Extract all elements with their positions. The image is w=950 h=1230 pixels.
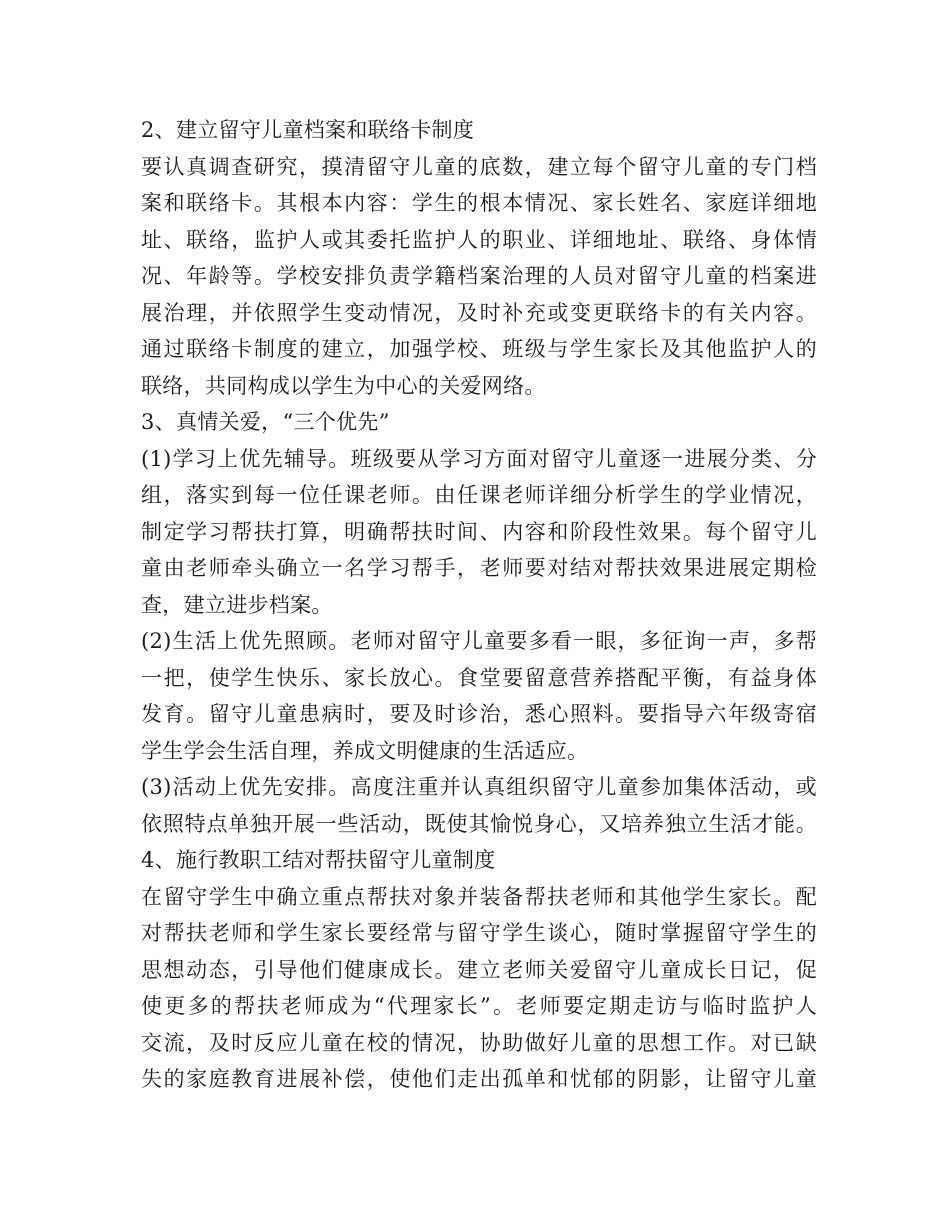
document-body <box>141 112 817 1098</box>
paragraph-line: 要认真调查研究，摸清留守儿童的底数，建立每个留守儿童的专门档 <box>141 154 817 179</box>
paragraph-line: 童由老师牵头确立一名学习帮手，老师要对结对帮扶效果进展定期检 <box>141 556 817 580</box>
paragraph-line: 依照特点单独开展一些活动，既使其愉悦身心，又培养独立生活才能。 <box>141 811 817 836</box>
paragraph-line: 使更多的帮扶老师成为“代理家长”。老师要定期走访与临时监护人 <box>141 994 817 1018</box>
paragraph-line: 制定学习帮扶打算，明确帮扶时间、内容和阶段性效果。每个留守儿 <box>141 519 817 544</box>
section-heading-4: 4、施行教职工结对帮扶留守儿童制度 <box>141 848 496 872</box>
paragraph-line: 一把，使学生快乐、家长放心。食堂要留意营养搭配平衡，有益身体 <box>141 665 817 690</box>
paragraph-line: 组，落实到每一位任课老师。由任课老师详细分析学生的学业情况， <box>141 483 817 507</box>
paragraph-line: 通过联络卡制度的建立，加强学校、班级与学生家长及其他监护人的 <box>141 337 817 361</box>
paragraph-line: (3)活动上优先安排。高度注重并认真组织留守儿童参加集体活动，或 <box>141 775 817 799</box>
paragraph-line: 在留守学生中确立重点帮扶对象并装备帮扶老师和其他学生家长。配 <box>141 884 817 909</box>
paragraph-line: 学生学会生活自理，养成文明健康的生活适应。 <box>141 738 589 763</box>
paragraph-line: 思想动态，引导他们健康成长。建立老师关爱留守儿童成长日记，促 <box>141 957 817 982</box>
paragraph-line: 对帮扶老师和学生家长要经常与留守学生谈心，随时掌握留守学生的 <box>141 921 817 945</box>
paragraph-line: 址、联络，监护人或其委托监护人的职业、详细地址、联络、身体情 <box>141 227 817 252</box>
paragraph-line: 交流，及时反应儿童在校的情况，协助做好儿童的思想工作。对已缺 <box>141 1030 817 1055</box>
section-heading-3: 3、真情关爱，“三个优先” <box>141 410 390 434</box>
paragraph-line: (2)生活上优先照顾。老师对留守儿童要多看一眼，多征询一声，多帮 <box>141 629 817 653</box>
paragraph-line: 案和联络卡。其根本内容：学生的根本情况、家长姓名、家庭详细地 <box>141 191 817 215</box>
section-heading-2: 2、建立留守儿童档案和联络卡制度 <box>141 118 475 142</box>
paragraph-line: 况、年龄等。学校安排负责学籍档案治理的人员对留守儿童的档案进 <box>141 264 817 288</box>
paragraph-line: 发育。留守儿童患病时，要及时诊治，悉心照料。要指导六年级寄宿 <box>141 702 817 726</box>
paragraph-line: 展治理，并依照学生变动情况，及时补充或变更联络卡的有关内容。 <box>141 300 817 325</box>
paragraph-line: (1)学习上优先辅导。班级要从学习方面对留守儿童逐一进展分类、分 <box>141 446 817 471</box>
paragraph-line: 查，建立进步档案。 <box>141 592 333 617</box>
paragraph-line: 失的家庭教育进展补偿，使他们走出孤单和忧郁的阴影，让留守儿童 <box>141 1067 817 1091</box>
paragraph-line: 联络，共同构成以学生为中心的关爱网络。 <box>141 373 546 398</box>
